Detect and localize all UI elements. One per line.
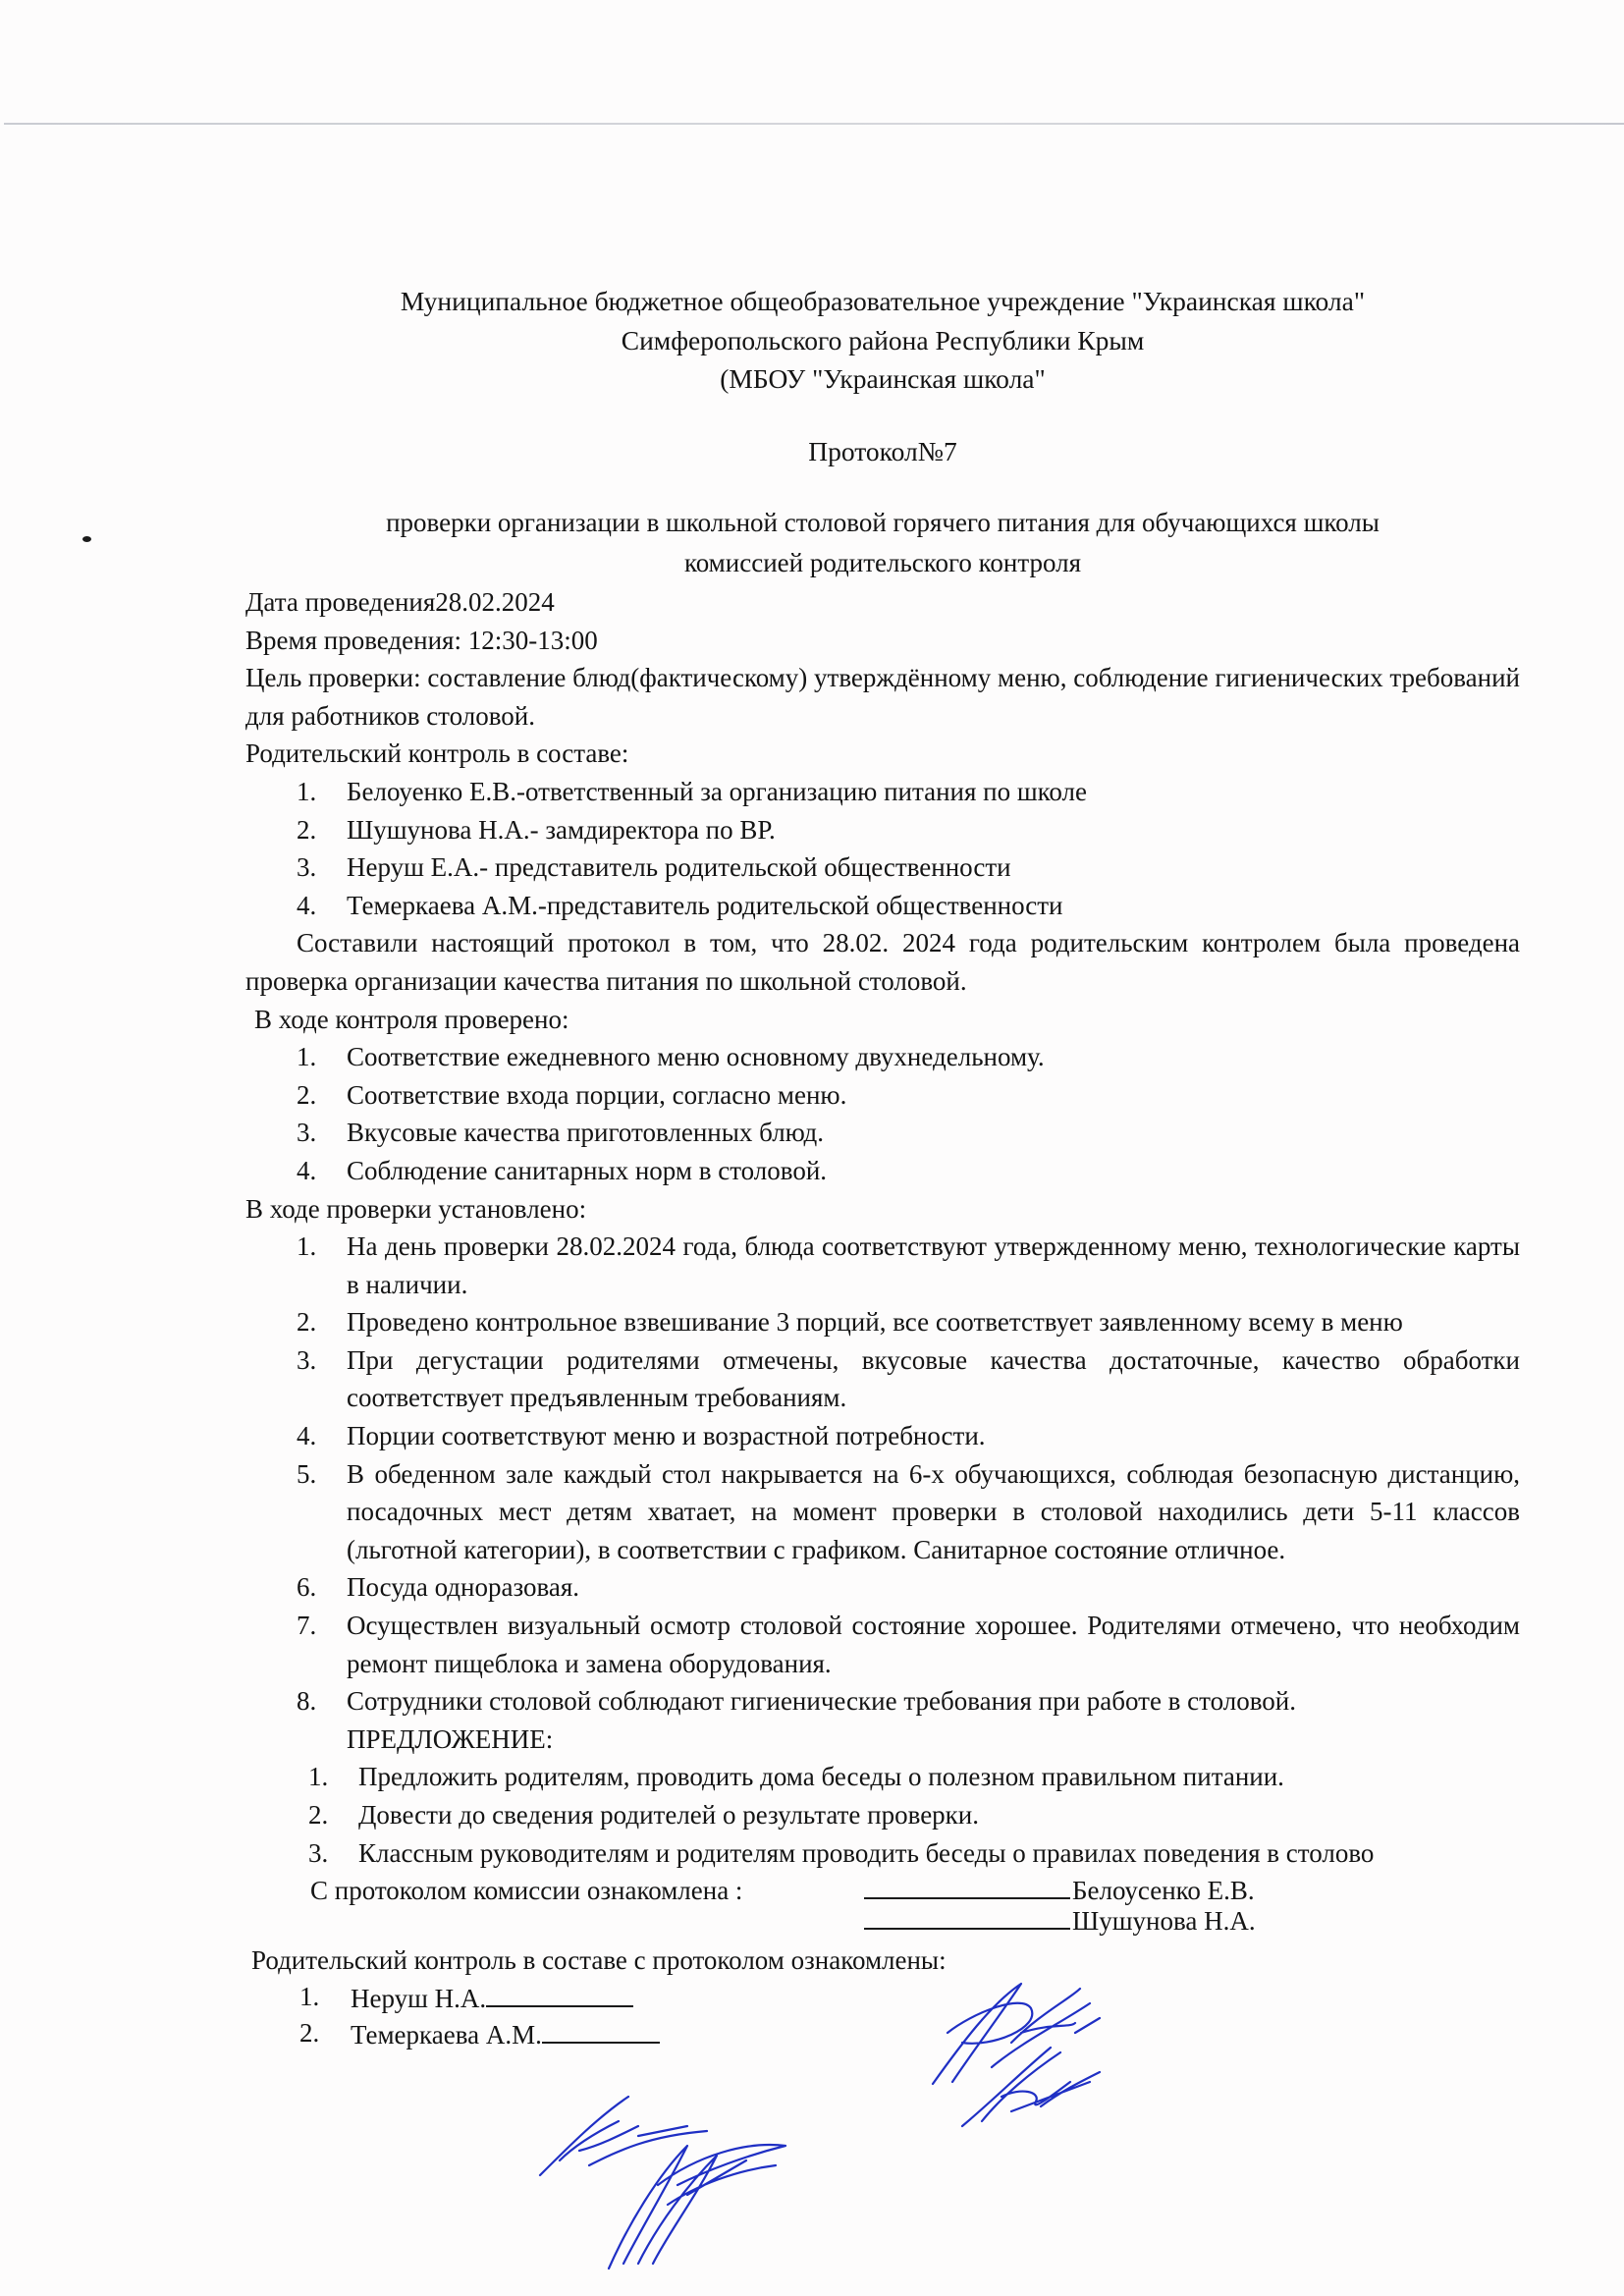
time-line: Время проведения: 12:30-13:00 bbox=[245, 625, 598, 655]
list-item: 5. В обеденном зале каждый стол накрывается на 6-х обучающихся, соблюдая безопасную дистанцию, посадочных мест детям хватает, на момент проверки в столовой находились дети 5-11 классов (льготной категории), в соответствии с графиком. Санитарное состояние отличное. bbox=[297, 1458, 1520, 1564]
list-item: 1. На день проверки 28.02.2024 года, блюда соответствуют утвержденному меню, технологические карты в наличии. bbox=[297, 1231, 1520, 1299]
signature-nerush-icon bbox=[520, 2092, 717, 2180]
protocol-title: Протокол№7 bbox=[808, 435, 957, 466]
list-item: 6. Посуда одноразовая. bbox=[297, 1572, 580, 1603]
proposal-label: ПРЕДЛОЖЕНИЕ: bbox=[347, 1723, 554, 1754]
list-item: 2. Темеркаева А.М. bbox=[245, 2016, 1520, 2052]
list-item: 2. Шушунова Н.А.- замдиректора по ВР. bbox=[297, 814, 776, 845]
summary-paragraph: Составили настоящий протокол в том, что 28.02. 2024 года родительским контролем была проведена проверка организации качества питания по школьной столовой. bbox=[245, 928, 1520, 996]
list-item: 3. Вкусовые качества приготовленных блюд. bbox=[297, 1118, 824, 1148]
subtitle-line1: проверки организации в школьной столовой горячего питания для обучающихся школы bbox=[386, 508, 1380, 537]
parent-ack-label: Родительский контроль в составе с протоколом ознакомлены: bbox=[251, 1945, 947, 1976]
list-item: 3. При дегустации родителями отмечены, вкусовые качества достаточные, качество обработки соответствует предъявленным требованиям. bbox=[297, 1344, 1520, 1413]
date-line: Дата проведения28.02.2024 bbox=[245, 587, 555, 617]
org-name-line3: (МБОУ "Украинская школа" bbox=[720, 363, 1046, 394]
parent-ack-list bbox=[245, 1980, 1520, 2052]
org-name-line1: Муниципальное бюджетное общеобразовательное учреждение "Украинская школа" bbox=[400, 286, 1366, 316]
list-item: 8. Сотрудники столовой соблюдают гигиенические требования при работе в столовой. bbox=[297, 1686, 1296, 1717]
org-name-line2: Симферопольского района Республики Крым bbox=[621, 324, 1145, 355]
findings-label: В ходе проверки установлено: bbox=[245, 1193, 587, 1224]
list-item: 1. Соответствие ежедневного меню основному двухнедельному. bbox=[297, 1042, 1045, 1072]
list-item: 2. Проведено контрольное взвешивание 3 порций, все соответствует заявленному всему в меню bbox=[297, 1307, 1403, 1338]
acknowledgement-row-2 bbox=[245, 1902, 1520, 1941]
acknowledgement-label: С протоколом комиссии ознакомлена : bbox=[310, 1876, 743, 1906]
list-item: 3. Классным руководителям и родителям проводить беседы о правилах поведения в столово bbox=[308, 1837, 1375, 1868]
document-header bbox=[245, 282, 1520, 503]
list-item: 4. Порции соответствуют меню и возрастной потребности. bbox=[297, 1421, 986, 1451]
checked-label: В ходе контроля проверено: bbox=[254, 1004, 569, 1034]
list-item: 1. Неруш Н.А. bbox=[245, 1980, 1520, 2016]
goal-paragraph: Цель проверки: составление блюд(фактическому) утверждённому меню, соблюдение гигиенических требований для работников столовой. bbox=[245, 663, 1520, 731]
ink-speck bbox=[82, 536, 91, 542]
checked-list bbox=[245, 1038, 1520, 1189]
list-item: 7. Осуществлен визуальный осмотр столовой состояние хорошее. Родителями отмечено, что необходим ремонт пищеблока и замена оборудования. bbox=[297, 1611, 1520, 1678]
scan-border-line bbox=[4, 123, 1624, 125]
signature-temerkaeva-icon bbox=[599, 2126, 805, 2273]
subtitle-line2: комиссией родительского контроля bbox=[683, 548, 1082, 577]
composition-label: Родительский контроль в составе: bbox=[245, 738, 629, 769]
protocol-subtitle bbox=[245, 503, 1520, 583]
list-item: 1. Предложить родителям, проводить дома беседы о полезном правильном питании. bbox=[308, 1762, 1284, 1792]
members-list bbox=[245, 773, 1520, 924]
signature-line bbox=[542, 2016, 660, 2044]
list-item: 2. Соответствие входа порции, согласно меню. bbox=[297, 1079, 847, 1110]
list-item: 4. Темеркаева А.М.-представитель родительской общественности bbox=[297, 890, 1063, 920]
list-item: 1. Белоуенко Е.В.-ответственный за организацию питания по школе bbox=[297, 776, 1087, 806]
signatory-name: Шушунова Н.А. bbox=[1072, 1905, 1256, 1936]
list-item: 3. Неруш Е.А.- представитель родительской общественности bbox=[297, 852, 1011, 883]
list-item: 2. Довести до сведения родителей о результате проверки. bbox=[308, 1800, 979, 1830]
proposal-list bbox=[245, 1758, 1520, 1872]
signatory-name: Белоусенко Е.В. bbox=[1072, 1876, 1255, 1906]
signature-shushunova-icon bbox=[943, 2043, 1119, 2131]
findings-list bbox=[245, 1228, 1520, 1721]
signature-line bbox=[864, 1872, 1070, 1899]
list-item: 4. Соблюдение санитарных норм в столовой. bbox=[297, 1155, 828, 1185]
protocol-document bbox=[245, 282, 1520, 2052]
signature-line bbox=[864, 1902, 1070, 1930]
signature-line bbox=[486, 1980, 633, 2007]
